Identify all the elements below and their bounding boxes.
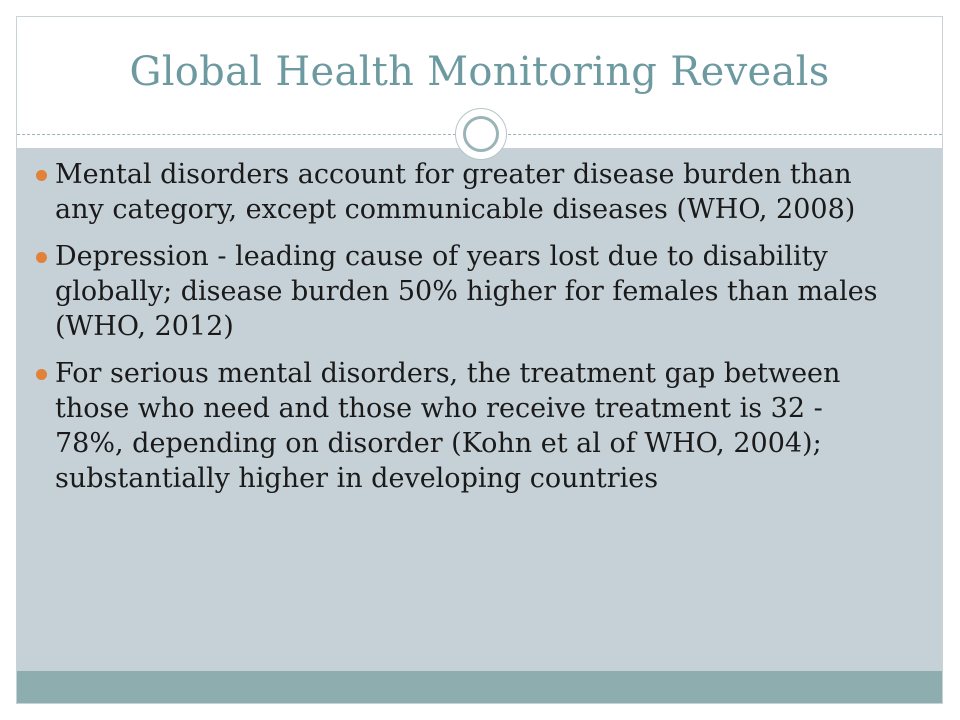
bullet-item (36, 239, 886, 344)
bullet-item (36, 356, 886, 496)
slide-title: Global Health Monitoring Reveals (129, 49, 830, 95)
circle-ornament-inner (463, 116, 499, 152)
bullet-dot-icon (36, 252, 47, 263)
bullet-dot-icon (36, 170, 47, 181)
bullet-list (36, 157, 886, 508)
bullet-text: Depression - leading cause of years lost due to disability globally; disease burden 50% higher for females than males (WHO, 2012) (55, 241, 878, 342)
footer-band (17, 671, 942, 704)
bullet-item (36, 157, 886, 227)
bullet-text: For serious mental disorders, the treatment gap between those who need and those who receive treatment is 32 - 78%, depending on disorder (Kohn et al of WHO, 2004); substantially higher in developing countries (55, 358, 841, 494)
bullet-dot-icon (36, 369, 47, 380)
circle-ornament-icon (455, 108, 507, 160)
bullet-text: Mental disorders account for greater disease burden than any category, except communicable diseases (WHO, 2008) (55, 159, 856, 225)
